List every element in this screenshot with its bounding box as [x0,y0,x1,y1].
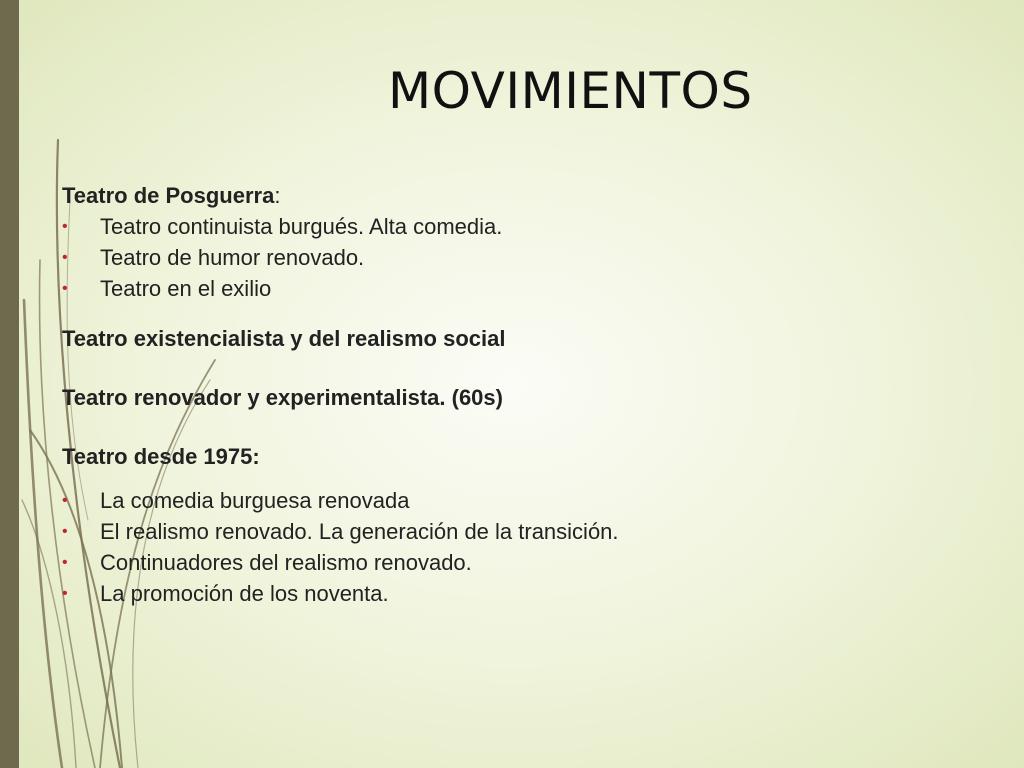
slide-content [62,181,962,609]
list-item-text: Continuadores del realismo renovado. [100,550,472,575]
bullet-icon: • [62,523,68,540]
bullet-icon: • [62,585,68,602]
list-item [62,578,962,609]
heading-colon: : [274,183,281,208]
list-item [62,485,962,516]
section-heading-renovador: Teatro renovador y experimentalista. (60s) [62,385,503,410]
section-heading-existencialista: Teatro existencialista y del realismo social [62,326,506,351]
bullet-icon: • [62,249,68,266]
list-item [62,242,962,273]
desde-1975-list [62,485,962,609]
list-item-text: Teatro en el exilio [100,276,272,301]
bullet-icon: • [62,492,68,509]
list-item-text: El realismo renovado. La generación de la transición. [100,519,619,544]
posguerra-list [62,211,962,304]
list-item [62,547,962,578]
list-item [62,211,962,242]
bullet-icon: • [62,218,68,235]
list-item-text: Teatro continuista burgués. Alta comedia. [100,214,503,239]
section-heading-text: Teatro de Posguerra [62,183,275,208]
list-item-text: La promoción de los noventa. [100,581,389,606]
list-item [62,273,962,304]
bullet-icon: • [62,554,68,571]
section-heading-posguerra [62,181,962,211]
list-item [62,516,962,547]
section-heading-1975: Teatro desde 1975: [62,444,260,469]
list-item-text: La comedia burguesa renovada [100,488,410,513]
list-item-text: Teatro de humor renovado. [100,245,365,270]
slide-title: MOVIMIENTOS [388,62,753,120]
bullet-icon: • [62,280,68,297]
